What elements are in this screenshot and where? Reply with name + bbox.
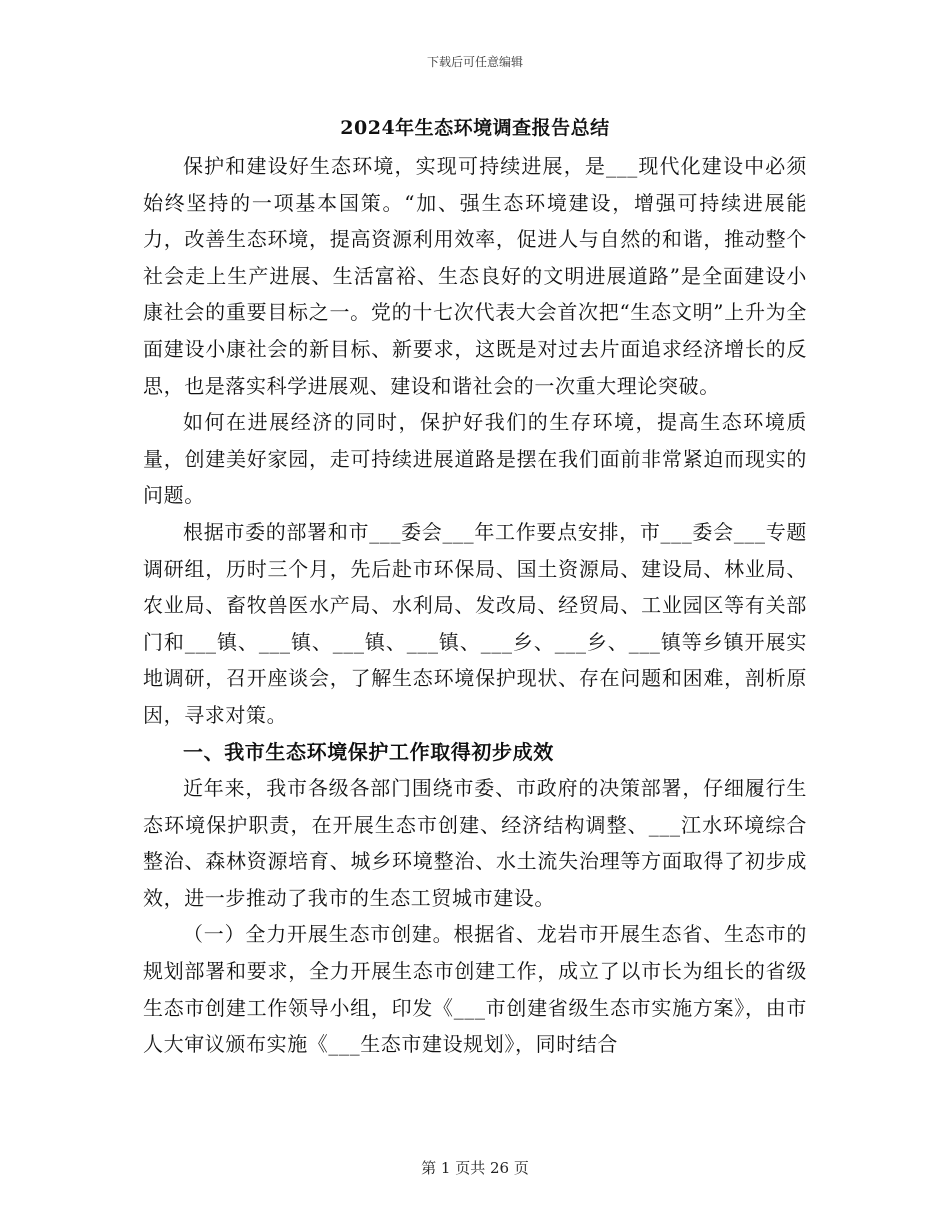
- paragraph-question: 如何在进展经济的同时，保护好我们的生存环境，提高生态环境质量，创建美好家园，走可持续进展道路是摆在我们面前非常紧迫而现实的问题。: [143, 410, 807, 508]
- paragraph-ecocity-creation: （一）全力开展生态市创建。根据省、龙岩市开展生态省、生态市的规划部署和要求，全力开展生态市创建工作，成立了以市长为组长的省级生态市创建工作领导小组，印发《___市创建省级生态市实施方案》，由市人大审议颁布实施《___生态市建设规划》，同时结合: [143, 922, 807, 1057]
- paragraph-research: 根据市委的部署和市___委会___年工作要点安排，市___委会___专题调研组，历时三个月，先后赴市环保局、国土资源局、建设局、林业局、农业局、畜牧兽医水产局、水利局、发改局、经贸局、工业园区等有关部门和___镇、___镇、___镇、___镇、___乡、___乡、___镇等乡镇开展实地调研，召开座谈会，了解生态环境保护现状、存在问题和困难，剖析原因，寻求对策。: [143, 519, 807, 727]
- page-number: 第 1 页共 26 页: [421, 1159, 529, 1177]
- paragraph-achievements: 近年来，我市各级各部门围绕市委、市政府的决策部署，仔细履行生态环境保护职责，在开展生态市创建、经济结构调整、___江水环境综合整治、森林资源培育、城乡环境整治、水土流失治理等方面取得了初步成效，进一步推动了我市的生态工贸城市建设。: [143, 776, 807, 910]
- paragraph-intro: 保护和建设好生态环境，实现可持续进展，是___现代化建设中必须始终坚持的一项基本国策。“加、强生态环境建设，增强可持续进展能力，改善生态环境，提高资源利用效率，促进人与自然的和谐，推动整个社会走上生产进展、生活富裕、生态良好的文明进展道路”是全面建设小康社会的重要目标之一。党的十七次代表大会首次把“生态文明”上升为全面建设小康社会的新目标、新要求，这既是对过去片面追求经济增长的反思，也是落实科学进展观、建设和谐社会的一次重大理论突破。: [143, 154, 807, 398]
- document-title: 2024年生态环境调查报告总结: [340, 117, 610, 139]
- section-heading-1: 一、我市生态环境保护工作取得初步成效: [183, 739, 554, 764]
- document-body: [143, 108, 807, 1063]
- page-header-note: 下载后可任意编辑: [426, 55, 523, 69]
